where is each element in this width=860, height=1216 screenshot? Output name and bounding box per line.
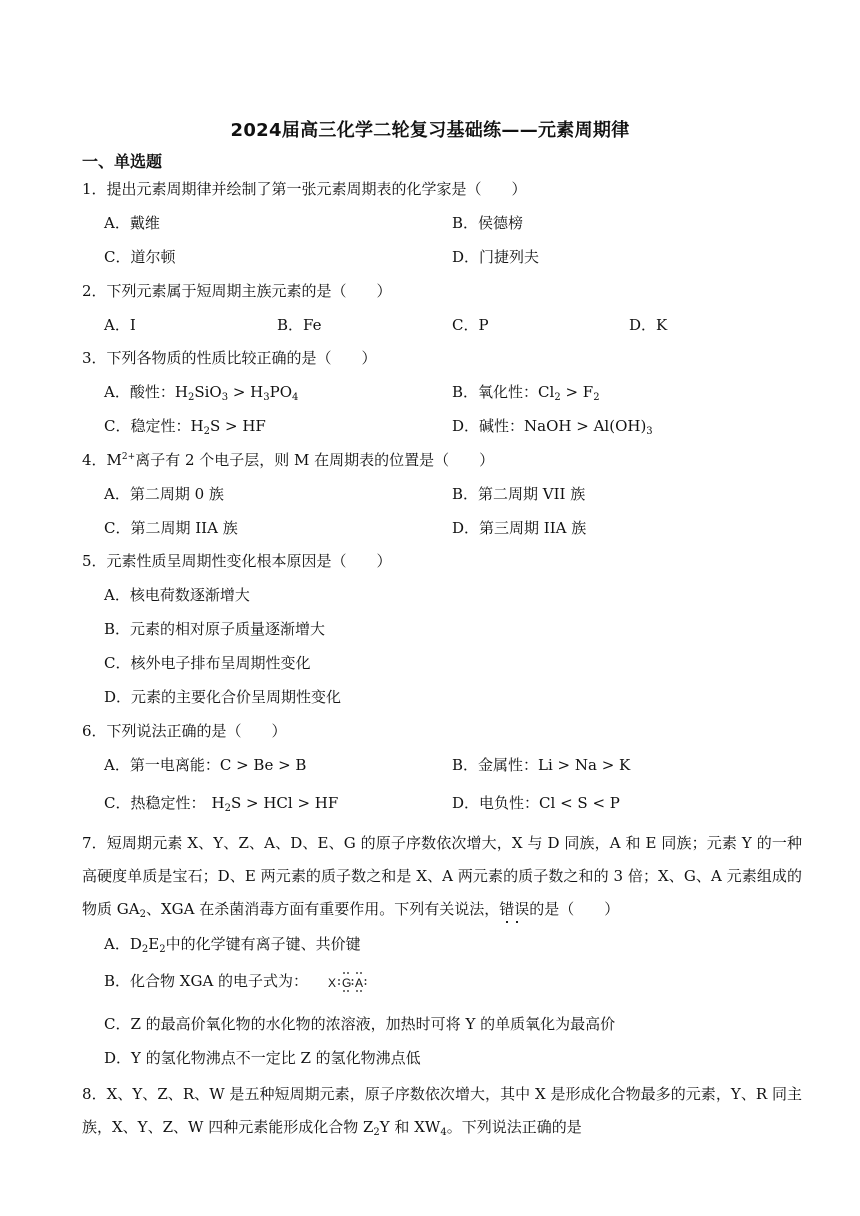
question-4-option-b[interactable]: B．第二周期 VII 族 xyxy=(452,485,586,503)
question-7-option-c[interactable]: C．Z 的最高价氧化物的水化物的浓溶液，加热时可将 Y 的单质氧化为最高价 xyxy=(104,1015,616,1033)
question-2-option-c[interactable]: C．P xyxy=(452,316,489,334)
question-2-option-a[interactable]: A．I xyxy=(104,316,136,334)
question-1-option-c[interactable]: C．道尔顿 xyxy=(104,248,176,266)
question-7-option-d[interactable]: D．Y 的氢化物沸点不一定比 Z 的氢化物沸点低 xyxy=(104,1049,421,1067)
formula: $H_2S$ > HF xyxy=(190,417,266,437)
question-2-option-d[interactable]: D．K xyxy=(629,316,668,334)
question-6-stem: 6．下列说法正确的是（ ） xyxy=(82,722,287,740)
question-4-option-d[interactable]: D．第三周期 IIA 族 xyxy=(452,519,587,537)
svg-text:A: A xyxy=(354,976,363,990)
svg-text:X: X xyxy=(327,976,336,990)
question-3-option-c[interactable] xyxy=(104,415,266,437)
question-2-stem: 2．下列元素属于短周期主族元素的是（ ） xyxy=(82,282,392,300)
electron-formula-image xyxy=(327,971,367,993)
question-3-stem: 3．下列各物质的性质比较正确的是（ ） xyxy=(82,349,377,367)
question-7-option-b[interactable]: B．化合物 XGA 的电子式为： X G A xyxy=(104,970,367,993)
option-label: C．稳定性： xyxy=(104,417,191,435)
formula: $H_2S$ > HCl > HF xyxy=(211,794,339,814)
question-6-option-b[interactable]: B．金属性：Li > Na > K xyxy=(452,756,631,774)
option-label: D．碱性： xyxy=(452,417,525,435)
question-2-option-b[interactable]: B．Fe xyxy=(277,316,322,334)
question-5-option-a[interactable]: A．核电荷数逐渐增大 xyxy=(104,586,250,604)
formula: NaOH > $Al(OH)_3$ xyxy=(524,417,653,437)
question-3-option-b[interactable] xyxy=(452,381,600,403)
question-3-option-d[interactable] xyxy=(452,415,653,437)
question-5-option-c[interactable]: C．核外电子排布呈周期性变化 xyxy=(104,654,311,672)
svg-text:G: G xyxy=(341,976,352,990)
option-label: B．氧化性： xyxy=(452,383,539,401)
question-1-option-a[interactable]: A．戴维 xyxy=(104,214,160,232)
question-6-option-c[interactable] xyxy=(104,792,338,814)
question-3-option-a[interactable] xyxy=(104,381,298,403)
question-6-option-d[interactable]: D．电负性：Cl < S < P xyxy=(452,794,620,812)
option-label: C．热稳定性： xyxy=(104,794,206,812)
question-4-option-a[interactable]: A．第二周期 0 族 xyxy=(104,485,224,503)
question-1-option-d[interactable]: D．门捷列夫 xyxy=(452,248,540,266)
question-6-option-a[interactable]: A．第一电离能：C > Be > B xyxy=(104,756,307,774)
question-8-stem: 8．X、Y、Z、R、W 是五种短周期元素，原子序数依次增大，其中 X 是形成化合物最多的元素，Y、R 同主族，X、Y、Z、W 四种元素能形成化合物 $Z_2Y$ 和 $XW_4$。下列说法正确的是 xyxy=(82,1085,802,1138)
question-5-option-d[interactable]: D．元素的主要化合价呈周期性变化 xyxy=(104,688,342,706)
formula: $H_2SiO_3 > H_3PO_4$ xyxy=(174,383,299,403)
page-title: 2024届高三化学二轮复习基础练——元素周期律 xyxy=(230,120,630,141)
question-7-option-a[interactable]: A．$D_2E_2$中的化学键有离子键、共价键 xyxy=(104,935,361,955)
question-1-option-b[interactable]: B．侯德榜 xyxy=(452,214,524,232)
formula: $Cl_2 > F_2$ xyxy=(538,383,600,403)
section-heading: 一、单选题 xyxy=(82,152,163,171)
question-1-stem: 1．提出元素周期律并绘制了第一张元素周期表的化学家是（ ） xyxy=(82,180,527,198)
emphasis-dots: 错误 xyxy=(499,900,530,918)
question-4-option-c[interactable]: C．第二周期 IIA 族 xyxy=(104,519,238,537)
question-4-stem: 4．$M^{2+}$离子有 2 个电子层，则 M 在周期表的位置是（ ） xyxy=(82,451,495,469)
question-5-stem: 5．元素性质呈周期性变化根本原因是（ ） xyxy=(82,552,392,570)
question-7-stem: 7．短周期元素 X、Y、Z、A、D、E、G 的原子序数依次增大，X 与 D 同族，A 和 E 同族；元素 Y 的一种高硬度单质是宝石；D、E 两元素的质子数之和是 X、A 两元素的质子数之和的 3 倍；X、G、A 元素组成的物质 $GA_2$、XGA 在杀菌消毒方面有重要作用。下列有关说法，错误的是（ ） xyxy=(82,834,802,920)
option-label: A．酸性： xyxy=(104,383,175,401)
question-5-option-b[interactable]: B．元素的相对原子质量逐渐增大 xyxy=(104,620,326,638)
